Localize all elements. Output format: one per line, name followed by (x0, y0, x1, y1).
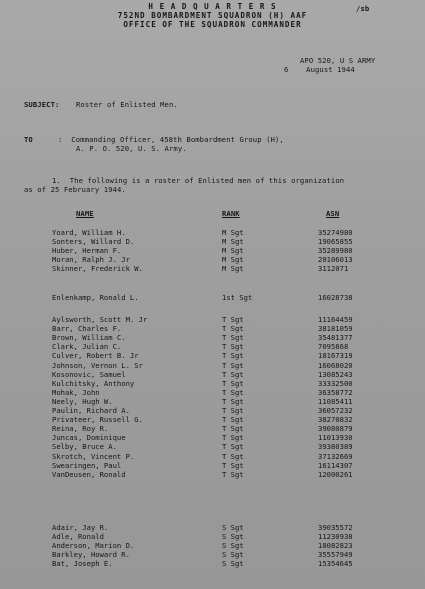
to-label: TO (24, 135, 33, 144)
roster-row (0, 389, 425, 397)
roster-asn: 35274980 (318, 228, 353, 237)
roster-asn: 16068020 (318, 360, 353, 370)
paragraph-line-1: 1. The following is a roster of Enlisted men of this organization (52, 176, 345, 185)
roster-asn: 3112071 (318, 264, 349, 274)
header-line-3: OFFICE OF THE SQUADRON COMMANDER (123, 20, 302, 29)
roster-asn: 39080879 (318, 424, 353, 434)
to-line-2: A. P. O. 520, U. S. Army. (76, 144, 187, 153)
roster-rank: T Sgt (222, 406, 244, 415)
apo-address: APO 520, U S ARMY (300, 56, 376, 65)
roster-name: Yoard, William H. (52, 228, 126, 237)
roster-row (0, 247, 425, 255)
roster-rank: T Sgt (222, 333, 244, 343)
roster-rank: M Sgt (222, 264, 244, 274)
roster-asn: 36358772 (318, 387, 353, 397)
roster-asn: 35557949 (318, 550, 353, 560)
roster-name: Swearingen, Paul (52, 460, 122, 470)
roster-rank: T Sgt (222, 324, 244, 334)
roster-name: Skrotch, Vincent P. (52, 451, 135, 461)
roster-asn: 7095868 (318, 342, 349, 352)
roster-asn: 39380389 (318, 442, 353, 452)
roster-asn: 11013930 (318, 433, 353, 443)
roster-asn: 18082823 (318, 541, 353, 551)
roster-asn: 12000261 (318, 469, 353, 479)
roster-name: Kulchitsky, Anthony (52, 378, 135, 388)
roster-row (0, 425, 425, 433)
roster-rank: T Sgt (222, 415, 244, 425)
column-header-rank: RANK (222, 209, 240, 218)
roster-rank: T Sgt (222, 460, 244, 470)
roster-name: Aylsworth, Scott M. Jr (52, 315, 148, 324)
roster-row (0, 334, 425, 342)
roster-name: Bat, Joseph E. (52, 559, 113, 569)
roster-asn: 18167319 (318, 351, 353, 361)
roster-rank: T Sgt (222, 342, 244, 352)
roster-row (0, 343, 425, 351)
roster-row (0, 256, 425, 264)
roster-name: Brown, William C. (52, 333, 126, 343)
roster-asn: 11164459 (318, 315, 353, 324)
roster-rank: T Sgt (222, 442, 244, 452)
roster-rank: 1st Sgt (222, 293, 253, 302)
roster-name: Culver, Robert B. Jr (52, 351, 139, 361)
roster-rank: T Sgt (222, 315, 244, 324)
roster-row (0, 265, 425, 273)
roster-asn: 36057232 (318, 406, 353, 415)
roster-name: Sonters, Willard D. (52, 237, 135, 247)
roster-rank: T Sgt (222, 360, 244, 370)
roster-rank: M Sgt (222, 228, 244, 237)
paragraph-line-2: as of 25 February 1944. (24, 185, 126, 194)
roster-rank: S Sgt (222, 523, 244, 532)
roster-name: Adle, Ronald (52, 532, 104, 542)
roster-row (0, 229, 425, 237)
roster-rank: S Sgt (222, 559, 244, 569)
roster-row (0, 398, 425, 406)
roster-row (0, 533, 425, 541)
page-number: /sb (356, 4, 370, 13)
roster-rank: T Sgt (222, 424, 244, 434)
roster-asn: 15354645 (318, 559, 353, 569)
roster-rank: T Sgt (222, 387, 244, 397)
roster-name: Adair, Jay R. (52, 523, 109, 532)
roster-row (0, 416, 425, 424)
roster-rank: T Sgt (222, 451, 244, 461)
roster-row (0, 542, 425, 550)
roster-asn: 16114307 (318, 460, 353, 470)
roster-asn: 33332500 (318, 378, 353, 388)
roster-row (0, 325, 425, 333)
subject-label: SUBJECT: (24, 100, 60, 109)
roster-row (0, 380, 425, 388)
roster-asn: 16028738 (318, 293, 353, 302)
roster-rank: T Sgt (222, 469, 244, 479)
roster-name: Selby, Bruce A. (52, 442, 117, 452)
roster-asn: 19065855 (318, 237, 353, 247)
roster-asn: 13085243 (318, 369, 353, 379)
roster-asn: 20106013 (318, 255, 353, 265)
roster-rank: M Sgt (222, 255, 244, 265)
roster-rank: T Sgt (222, 378, 244, 388)
roster-name: Barkley, Howard R. (52, 550, 130, 560)
roster-name: Mohak, John (52, 387, 100, 397)
roster-name: Juncas, Dominique (52, 433, 126, 443)
column-header-name: NAME (76, 209, 94, 218)
roster-asn: 37132669 (318, 451, 353, 461)
roster-row (0, 551, 425, 559)
roster-name: Clark, Julian C. (52, 342, 122, 352)
roster-row (0, 524, 425, 532)
roster-row (0, 407, 425, 415)
roster-name: Anderson, Marion D. (52, 541, 135, 551)
roster-row (0, 453, 425, 461)
column-header-asn: ASN (326, 209, 340, 218)
roster-row (0, 371, 425, 379)
roster-rank: T Sgt (222, 351, 244, 361)
roster-rank: M Sgt (222, 237, 244, 247)
roster-name: Moran, Ralph J. Jr (52, 255, 130, 265)
roster-asn: 39035572 (318, 523, 353, 532)
roster-row (0, 316, 425, 324)
roster-name: Neely, Hugh W. (52, 396, 113, 406)
roster-name: Skinner, Frederick W. (52, 264, 143, 274)
roster-name: VanDeusen, Ronald (52, 469, 126, 479)
roster-row (0, 560, 425, 568)
roster-rank: S Sgt (222, 532, 244, 542)
roster-rank: S Sgt (222, 541, 244, 551)
roster-name: Paulin, Richard A. (52, 406, 130, 415)
roster-asn: 35289980 (318, 246, 353, 256)
roster-name: Kosonovic, Samuel (52, 369, 126, 379)
header-line-1: H E A D Q U A R T E R S (148, 2, 277, 11)
roster-rank: T Sgt (222, 396, 244, 406)
roster-asn: 11085411 (318, 396, 353, 406)
roster-row (0, 462, 425, 470)
roster-asn: 11230938 (318, 532, 353, 542)
roster-row (0, 443, 425, 451)
subject-text: Roster of Enlisted Men. (76, 100, 178, 109)
roster-name: Johnson, Vernon L. Sr (52, 360, 143, 370)
roster-asn: 38181059 (318, 324, 353, 334)
roster-asn: 35481377 (318, 333, 353, 343)
roster-name: Reina, Roy R. (52, 424, 109, 434)
roster-row (0, 362, 425, 370)
header-line-2: 752ND BOMBARDMENT SQUADRON (H) AAF (117, 11, 308, 20)
roster-row (0, 238, 425, 246)
roster-rank: S Sgt (222, 550, 244, 560)
roster-rank: T Sgt (222, 369, 244, 379)
roster-name: Privateer, Russell G. (52, 415, 143, 425)
roster-asn: 38270832 (318, 415, 353, 425)
roster-row (0, 471, 425, 479)
document-date: 6 August 1944 (284, 65, 355, 74)
roster-rank: T Sgt (222, 433, 244, 443)
roster-rank: M Sgt (222, 246, 244, 256)
roster-row (0, 294, 425, 302)
roster-row (0, 434, 425, 442)
roster-name: Barr, Charles F. (52, 324, 122, 334)
roster-name: Enlenkamp, Ronald L. (52, 293, 139, 302)
roster-name: Huber, Herman F. (52, 246, 122, 256)
roster-row (0, 352, 425, 360)
to-line-1: : Commanding Officer, 458th Bombardment Group (H), (58, 135, 284, 144)
